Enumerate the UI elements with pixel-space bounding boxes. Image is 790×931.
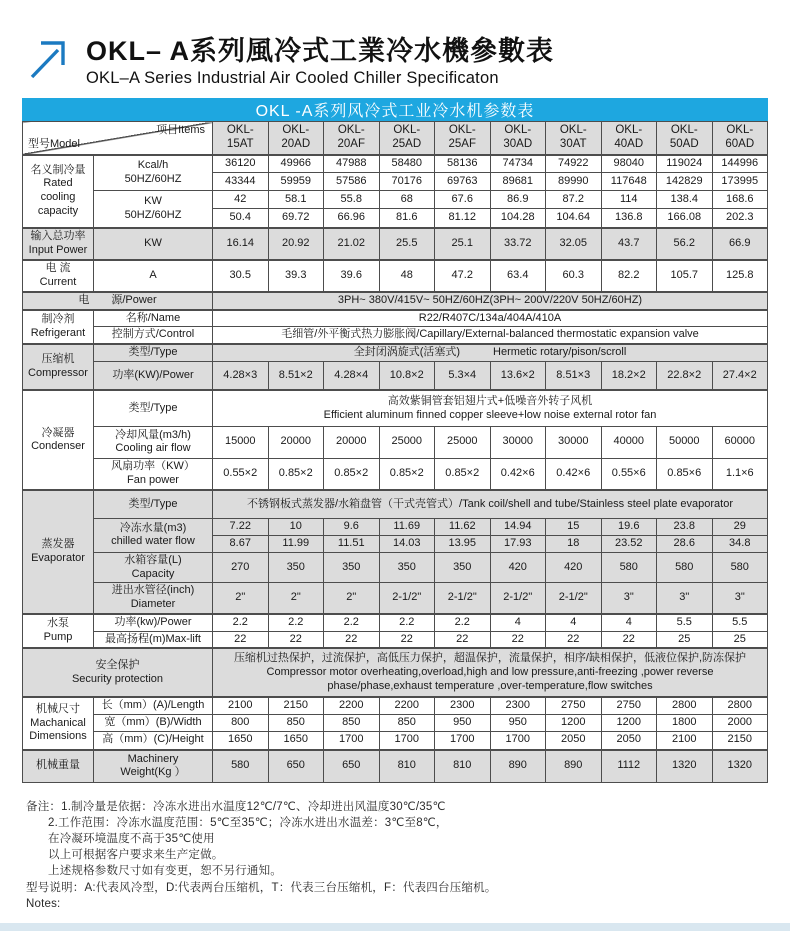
value-cell: 47.2 [435, 260, 491, 292]
model-header: OKL- 40AD [601, 122, 657, 155]
spec-table-body [23, 155, 768, 783]
value-cell: 202.3 [712, 209, 768, 228]
value-cell: 50000 [657, 426, 713, 458]
value-cell: 2100 [657, 732, 713, 750]
value-cell: 2-1/2" [379, 583, 435, 614]
row-item: 类型/Type [94, 390, 213, 426]
value-cell: 47988 [324, 155, 380, 173]
row-item: 安全保护 Security protection [23, 648, 213, 697]
value-cell: 82.2 [601, 260, 657, 292]
value-cell: 142829 [657, 173, 713, 191]
value-cell: 15 [546, 518, 602, 535]
row-item: 长（mm）(A)/Length [94, 697, 213, 714]
value-cell: 173995 [712, 173, 768, 191]
value-cell: 22 [379, 631, 435, 648]
value-cell: 69763 [435, 173, 491, 191]
value-cell: 138.4 [657, 191, 713, 209]
value-cell: 58480 [379, 155, 435, 173]
value-cell: 2200 [324, 697, 380, 714]
value-cell: 10 [268, 518, 324, 535]
value-cell: 5.5 [712, 614, 768, 631]
value-cell: 22 [324, 631, 380, 648]
value-cell: 1700 [379, 732, 435, 750]
value-cell: 2.2 [379, 614, 435, 631]
value-cell: 1700 [324, 732, 380, 750]
note-line: 在冷凝环境温度不高于35℃使用 [48, 833, 215, 846]
value-cell: 580 [657, 552, 713, 583]
value-cell: 1650 [213, 732, 269, 750]
value-cell: 21.02 [324, 228, 380, 260]
value-cell: 1320 [657, 750, 713, 783]
value-cell: 66.96 [324, 209, 380, 228]
row-item: 风扇功率（KW） Fan power [94, 458, 213, 490]
value-cell: 30.5 [213, 260, 269, 292]
value-cell: 25 [712, 631, 768, 648]
value-cell: 69.72 [268, 209, 324, 228]
corner-items-label: 项目Items [156, 124, 205, 137]
value-cell: 2" [213, 583, 269, 614]
value-cell: 34.8 [712, 535, 768, 552]
value-cell: 13.95 [435, 535, 491, 552]
value-cell: 810 [379, 750, 435, 783]
value-cell: 23.8 [657, 518, 713, 535]
value-cell: 7.22 [213, 518, 269, 535]
value-cell: 4.28×3 [213, 361, 269, 390]
value-cell-merged: 压缩机过热保护，过流保护，高低压力保护，超温保护，流量保护，相序/缺相保护，低液位保护,防冻保护 Compressor motor overheating,overload,high and low pressure,anti-freezing ,power reverse phase/phase,exhaust temperature ,over-temperature,flow switches [213, 648, 768, 697]
value-cell: 30000 [546, 426, 602, 458]
value-cell: 168.6 [712, 191, 768, 209]
row-label: 制冷剂 Refrigerant [23, 310, 94, 345]
row-item: 宽（mm）(B)/Width [94, 715, 213, 732]
notes [26, 799, 790, 912]
value-cell: 8.51×2 [268, 361, 324, 390]
value-cell: 2.2 [268, 614, 324, 631]
value-cell: 2.2 [324, 614, 380, 631]
value-cell: 56.2 [657, 228, 713, 260]
row-label: 输入总功率 Input Power [23, 228, 94, 260]
row-item: 功率(KW)/Power [94, 361, 213, 390]
value-cell: 350 [379, 552, 435, 583]
up-right-arrow-icon [24, 34, 74, 86]
value-cell: 950 [490, 715, 546, 732]
value-cell: 20.92 [268, 228, 324, 260]
value-cell-merged: 全封闭涡旋式(活塞式) Hermetic rotary/pison/scroll [213, 344, 768, 361]
value-cell: 48 [379, 260, 435, 292]
model-header: OKL- 60AD [712, 122, 768, 155]
value-cell: 650 [268, 750, 324, 783]
value-cell: 70176 [379, 173, 435, 191]
value-cell: 0.85×2 [268, 458, 324, 490]
value-cell: 2800 [657, 697, 713, 714]
value-cell: 22 [546, 631, 602, 648]
row-item: KW 50HZ/60HZ [94, 191, 213, 228]
value-cell: 18.2×2 [601, 361, 657, 390]
value-cell: 850 [324, 715, 380, 732]
value-cell-merged: 高效紫铜管套铝翅片式+低噪音外转子风机 Efficient aluminum finned copper sleeve+low noise external rotor fan [213, 390, 768, 426]
value-cell: 0.55×2 [213, 458, 269, 490]
model-header: OKL- 25AF [435, 122, 491, 155]
value-cell: 89681 [490, 173, 546, 191]
value-cell: 420 [546, 552, 602, 583]
row-item: 类型/Type [94, 490, 213, 518]
value-cell: 18 [546, 535, 602, 552]
value-cell: 2" [268, 583, 324, 614]
value-cell: 81.12 [435, 209, 491, 228]
value-cell: 43344 [213, 173, 269, 191]
row-label: 冷凝器 Condenser [23, 390, 94, 490]
value-cell: 850 [268, 715, 324, 732]
value-cell: 105.7 [657, 260, 713, 292]
page-subtitle: OKL–A Series Industrial Air Cooled Chiller Specificaton [86, 69, 499, 88]
value-cell: 60.3 [546, 260, 602, 292]
value-cell: 810 [435, 750, 491, 783]
value-cell: 0.85×6 [657, 458, 713, 490]
value-cell: 98040 [601, 155, 657, 173]
value-cell: 2000 [712, 715, 768, 732]
model-header: OKL- 30AD [490, 122, 546, 155]
value-cell: 119024 [657, 155, 713, 173]
value-cell: 2-1/2" [546, 583, 602, 614]
value-cell: 2150 [712, 732, 768, 750]
value-cell: 39.6 [324, 260, 380, 292]
note-line: 备注：1.制冷量是依据：冷冻水进出水温度12℃/7℃、冷却进出风温度30℃/35℃ [26, 801, 446, 814]
value-cell: 58.1 [268, 191, 324, 209]
value-cell: 15000 [213, 426, 269, 458]
value-cell: 144996 [712, 155, 768, 173]
value-cell: 270 [213, 552, 269, 583]
note-line: Notes: [26, 897, 61, 910]
model-header: OKL- 30AT [546, 122, 602, 155]
value-cell: 5.3×4 [435, 361, 491, 390]
value-cell: 33.72 [490, 228, 546, 260]
value-cell: 20000 [268, 426, 324, 458]
value-cell: 63.4 [490, 260, 546, 292]
value-cell: 87.2 [546, 191, 602, 209]
footer-strip [0, 923, 790, 931]
value-cell: 890 [490, 750, 546, 783]
value-cell: 66.9 [712, 228, 768, 260]
value-cell: 2100 [213, 697, 269, 714]
value-cell: 2750 [546, 697, 602, 714]
value-cell: 3" [712, 583, 768, 614]
row-label: 名义制冷量 Rated cooling capacity [23, 155, 94, 228]
row-item: 水箱容量(L) Capacity [94, 552, 213, 583]
value-cell: 22 [601, 631, 657, 648]
value-cell: 0.42×6 [546, 458, 602, 490]
value-cell: 60000 [712, 426, 768, 458]
value-cell: 49966 [268, 155, 324, 173]
row-item: 进出水管径(inch) Diameter [94, 583, 213, 614]
value-cell: 1.1×6 [712, 458, 768, 490]
value-cell: 3" [601, 583, 657, 614]
value-cell: 9.6 [324, 518, 380, 535]
value-cell: 11.99 [268, 535, 324, 552]
table-caption: OKL -A系列风冷式工业冷水机参数表 [22, 98, 768, 121]
value-cell: 850 [379, 715, 435, 732]
value-cell: 1200 [546, 715, 602, 732]
value-cell: 25 [657, 631, 713, 648]
value-cell: 4 [490, 614, 546, 631]
value-cell: 27.4×2 [712, 361, 768, 390]
row-item: 控制方式/Control [94, 327, 213, 344]
value-cell: 2750 [601, 697, 657, 714]
value-cell: 22 [490, 631, 546, 648]
value-cell: 136.8 [601, 209, 657, 228]
row-label: 电 流 Current [23, 260, 94, 292]
value-cell: 11.51 [324, 535, 380, 552]
value-cell: 11.69 [379, 518, 435, 535]
value-cell: 30000 [490, 426, 546, 458]
value-cell: 25000 [379, 426, 435, 458]
value-cell: 117648 [601, 173, 657, 191]
value-cell: 3" [657, 583, 713, 614]
row-item: 电 源/Power [23, 292, 213, 310]
value-cell: 25.1 [435, 228, 491, 260]
value-cell: 1700 [435, 732, 491, 750]
value-cell-merged: 3PH~ 380V/415V~ 50HZ/60HZ(3PH~ 200V/220V 50HZ/60HZ) [213, 292, 768, 310]
model-header: OKL- 20AD [268, 122, 324, 155]
row-item: 功率(kw)/Power [94, 614, 213, 631]
value-cell: 2-1/2" [435, 583, 491, 614]
value-cell: 125.8 [712, 260, 768, 292]
value-cell: 22 [213, 631, 269, 648]
corner-model-label: 型号Model [28, 137, 80, 150]
value-cell: 1700 [490, 732, 546, 750]
value-cell: 0.55×6 [601, 458, 657, 490]
value-cell: 86.9 [490, 191, 546, 209]
value-cell: 800 [213, 715, 269, 732]
value-cell: 0.42×6 [490, 458, 546, 490]
row-item: 类型/Type [94, 344, 213, 361]
value-cell: 32.05 [546, 228, 602, 260]
row-label: 压缩机 Compressor [23, 344, 94, 390]
value-cell: 2" [324, 583, 380, 614]
value-cell: 8.51×3 [546, 361, 602, 390]
value-cell: 350 [324, 552, 380, 583]
value-cell: 17.93 [490, 535, 546, 552]
value-cell: 350 [268, 552, 324, 583]
value-cell: 1112 [601, 750, 657, 783]
value-cell: 1650 [268, 732, 324, 750]
value-cell: 40000 [601, 426, 657, 458]
row-label: 机械重量 [23, 750, 94, 783]
row-label: 水泵 Pump [23, 614, 94, 649]
value-cell: 580 [712, 552, 768, 583]
value-cell: 2300 [490, 697, 546, 714]
value-cell: 0.85×2 [324, 458, 380, 490]
row-item: A [94, 260, 213, 292]
value-cell: 1200 [601, 715, 657, 732]
value-cell: 25000 [435, 426, 491, 458]
row-item: Machinery Weight(Kg ） [94, 750, 213, 783]
value-cell: 950 [435, 715, 491, 732]
value-cell: 36120 [213, 155, 269, 173]
row-item: 冷却风量(m3/h) Cooling air flow [94, 426, 213, 458]
value-cell: 580 [213, 750, 269, 783]
value-cell: 5.5 [657, 614, 713, 631]
value-cell: 11.62 [435, 518, 491, 535]
value-cell: 2.2 [435, 614, 491, 631]
value-cell: 58136 [435, 155, 491, 173]
corner-cell [23, 122, 213, 155]
value-cell: 2-1/2" [490, 583, 546, 614]
value-cell: 28.6 [657, 535, 713, 552]
value-cell: 19.6 [601, 518, 657, 535]
value-cell: 23.52 [601, 535, 657, 552]
value-cell: 10.8×2 [379, 361, 435, 390]
value-cell: 74734 [490, 155, 546, 173]
value-cell-merged: 毛细管/外平衡式热力膨胀阀/Capillary/External-balanced thermostatic expansion valve [213, 327, 768, 344]
note-line: 2.工作范围：冷冻水温度范围：5℃至35℃；冷冻水进出水温差：3℃至8℃， [48, 817, 448, 830]
value-cell: 16.14 [213, 228, 269, 260]
value-cell: 14.94 [490, 518, 546, 535]
value-cell-merged: R22/R407C/134a/404A/410A [213, 310, 768, 327]
value-cell: 89990 [546, 173, 602, 191]
value-cell: 0.85×2 [379, 458, 435, 490]
titles [86, 34, 554, 88]
value-cell: 20000 [324, 426, 380, 458]
value-cell: 420 [490, 552, 546, 583]
row-item: 冷冻水量(m3) chilled water flow [94, 518, 213, 552]
value-cell: 166.08 [657, 209, 713, 228]
spec-table-head [23, 122, 768, 155]
value-cell: 67.6 [435, 191, 491, 209]
value-cell: 22.8×2 [657, 361, 713, 390]
value-cell: 650 [324, 750, 380, 783]
value-cell: 68 [379, 191, 435, 209]
value-cell: 13.6×2 [490, 361, 546, 390]
value-cell: 114 [601, 191, 657, 209]
value-cell: 59959 [268, 173, 324, 191]
row-item: Kcal/h 50HZ/60HZ [94, 155, 213, 191]
value-cell-merged: 不锈钢板式蒸发器/水箱盘管（干式壳管式）/Tank coil/shell and tube/Stainless steel plate evaporator [213, 490, 768, 518]
value-cell: 81.6 [379, 209, 435, 228]
value-cell: 25.5 [379, 228, 435, 260]
row-item: 名称/Name [94, 310, 213, 327]
value-cell: 350 [435, 552, 491, 583]
note-line: 上述规格参数尺寸如有变更，恕不另行通知。 [48, 865, 282, 878]
row-label: 蒸发器 Evaporator [23, 490, 94, 614]
value-cell: 55.8 [324, 191, 380, 209]
spec-table [22, 121, 768, 783]
value-cell: 50.4 [213, 209, 269, 228]
value-cell: 890 [546, 750, 602, 783]
value-cell: 2200 [379, 697, 435, 714]
value-cell: 29 [712, 518, 768, 535]
row-item: KW [94, 228, 213, 260]
value-cell: 22 [435, 631, 491, 648]
doc-header [0, 0, 790, 88]
row-item: 高（mm）(C)/Height [94, 732, 213, 750]
value-cell: 2800 [712, 697, 768, 714]
value-cell: 4 [601, 614, 657, 631]
value-cell: 2150 [268, 697, 324, 714]
value-cell: 2050 [601, 732, 657, 750]
note-line: 型号说明：A:代表风冷型，D:代表两台压缩机，T：代表三台压缩机，F：代表四台压缩机。 [26, 881, 497, 894]
value-cell: 74922 [546, 155, 602, 173]
value-cell: 2.2 [213, 614, 269, 631]
value-cell: 104.28 [490, 209, 546, 228]
value-cell: 4 [546, 614, 602, 631]
note-line: 以上可根据客户要求来生产定做。 [48, 849, 224, 862]
value-cell: 39.3 [268, 260, 324, 292]
value-cell: 580 [601, 552, 657, 583]
value-cell: 0.85×2 [435, 458, 491, 490]
value-cell: 4.28×4 [324, 361, 380, 390]
value-cell: 14.03 [379, 535, 435, 552]
model-header: OKL- 50AD [657, 122, 713, 155]
value-cell: 104.64 [546, 209, 602, 228]
model-header: OKL- 20AF [324, 122, 380, 155]
value-cell: 42 [213, 191, 269, 209]
value-cell: 2050 [546, 732, 602, 750]
model-header: OKL- 15AT [213, 122, 269, 155]
row-label: 机械尺寸 Machanical Dimensions [23, 697, 94, 749]
model-header: OKL- 25AD [379, 122, 435, 155]
value-cell: 1320 [712, 750, 768, 783]
value-cell: 8.67 [213, 535, 269, 552]
value-cell: 1800 [657, 715, 713, 732]
row-item: 最高扬程(m)Max-lift [94, 631, 213, 648]
value-cell: 2300 [435, 697, 491, 714]
value-cell: 22 [268, 631, 324, 648]
value-cell: 43.7 [601, 228, 657, 260]
value-cell: 57586 [324, 173, 380, 191]
page-title: OKL– A系列風冷式工業冷水機參數表 [86, 36, 555, 66]
